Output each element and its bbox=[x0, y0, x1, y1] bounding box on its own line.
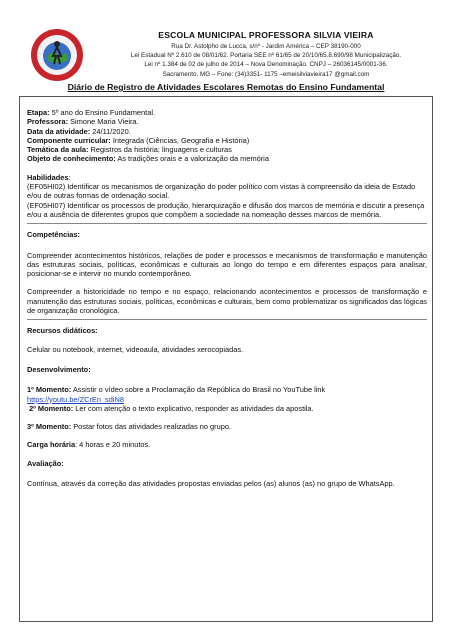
tematica-label: Temática da aula: bbox=[27, 145, 89, 155]
momento-3 bbox=[27, 422, 427, 431]
school-name: ESCOLA MUNICIPAL PROFESSORA SILVIA VIEIRA bbox=[158, 30, 374, 40]
momento-1 bbox=[27, 385, 427, 394]
momento-1-text: Assistir o vídeo sobre a Proclamação da República do Brasil no YouTube link bbox=[71, 385, 326, 395]
componente-line bbox=[27, 136, 427, 145]
document-title: Diário de Registro de Atividades Escolares Remotas do Ensino Fundamental bbox=[67, 82, 385, 92]
data-line bbox=[27, 127, 427, 136]
competencias-heading: Competências: bbox=[27, 230, 80, 240]
componente-value: Integrada (Ciências, Geografia e História) bbox=[110, 135, 250, 145]
section-divider bbox=[27, 319, 427, 320]
school-address: Rua Dr. Astolpho de Lucca, s/nº - Jardim América – CEP 38190-000 bbox=[171, 43, 361, 50]
objeto-label: Objeto de conhecimento: bbox=[27, 154, 116, 164]
etapa-line bbox=[27, 108, 427, 117]
momento-2-label: 2º Momento: bbox=[29, 403, 74, 413]
recursos-text: Celular ou notebook, internet, videoaula, atividades xerocopiadas. bbox=[27, 344, 244, 354]
carga-text: : 4 horas e 20 minutos. bbox=[75, 440, 151, 450]
section-divider bbox=[27, 223, 427, 224]
desenvolvimento-heading: Desenvolvimento: bbox=[27, 364, 91, 374]
etapa-value: 5º ano do Ensino Fundamental. bbox=[49, 108, 156, 117]
video-link-line bbox=[27, 395, 427, 404]
etapa-label: Etapa: bbox=[27, 108, 50, 117]
professora-label: Professora: bbox=[27, 117, 69, 127]
contact-line: Sacramento, MG – Fone: (34)3351- 1175 –emeisilviavieira17 @gmail.com bbox=[162, 71, 370, 78]
data-label: Data da atividade: bbox=[27, 126, 91, 136]
habilidades-colon: : bbox=[68, 172, 71, 182]
legal-line-1: Lei Estadual Nº 2.610 de 08/01/62. Portaria SEE nº 61/65 de 20/10/65.8.690/98 Municipalização. bbox=[130, 52, 402, 59]
momento-3-label: 3º Momento: bbox=[27, 422, 72, 432]
tematica-line bbox=[27, 145, 427, 154]
componente-label: Componente curricular: bbox=[27, 135, 111, 145]
competencia-2: Compreender a historicidade no tempo e no espaço, relacionando acontecimentos e processos de transformação e manutenção das estruturas sociais, políticas, econômicas e culturais, bem como problematizar os significados das lógicas de organização cronológica. bbox=[27, 287, 427, 316]
momento-1-label: 1º Momento: bbox=[27, 385, 72, 395]
professora-line bbox=[27, 117, 427, 126]
momento-2 bbox=[27, 404, 427, 413]
carga-line bbox=[27, 440, 427, 449]
school-emblem-logo bbox=[29, 27, 85, 83]
avaliacao-text: Contínua, através da correção das atividades propostas enviadas pelos (as) alunos (as) no grupo de WhatsApp. bbox=[27, 479, 395, 489]
data-value: 24/11/2020. bbox=[90, 126, 131, 136]
recursos-heading: Recursos didáticos: bbox=[27, 326, 98, 336]
legal-line-2: Lei nº 1.384 de 02 de julho de 2014 – Nova Denominação. CNPJ – 26036145/0001-36. bbox=[144, 61, 388, 68]
momento-3-text: Postar fotos das atividades realizadas no grupo. bbox=[71, 422, 231, 432]
habilidades-heading bbox=[27, 173, 427, 182]
habilidade-2: (EF05HI07) Identificar os processos de produção, hierarquização e difusão dos marcos de memória e discutir a presença e/ou a ausência de diferentes grupos que compõem a sociedade na nomeação desses marcos de memória. bbox=[27, 200, 425, 219]
habilidade-1: (EF05HI02) Identificar os mecanismos de organização do poder político com vistas à compreensão da ideia de Estado e/ou de outras formas de ordenação social. bbox=[27, 182, 416, 201]
objeto-value: As tradições orais e a valorização da memória bbox=[115, 154, 269, 164]
habilidades-label: Habilidades bbox=[27, 172, 69, 182]
objeto-line bbox=[27, 154, 427, 163]
competencia-1: Compreender acontecimentos históricos, relações de poder e processos e mecanismos de transformação e manutenção das estruturas sociais, políticas, econômicas e culturais ao longo do tempo e em diferentes espaços para analisar, posicionar-se e intervir no mundo contemporâneo. bbox=[27, 250, 427, 279]
youtube-video-link[interactable]: https://youtu.be/ZCrEn_sdiN8 bbox=[27, 394, 124, 404]
professora-value: Simone Maria Vieira. bbox=[68, 117, 139, 127]
avaliacao-heading: Avaliação: bbox=[27, 458, 64, 468]
activity-record bbox=[27, 108, 427, 488]
tematica-value: Registros da história: linguagens e culturas bbox=[88, 145, 232, 155]
momento-2-text: Ler com atenção o texto explicativo, responder as atividades da apostila. bbox=[73, 403, 314, 413]
carga-label: Carga horária bbox=[27, 440, 76, 450]
